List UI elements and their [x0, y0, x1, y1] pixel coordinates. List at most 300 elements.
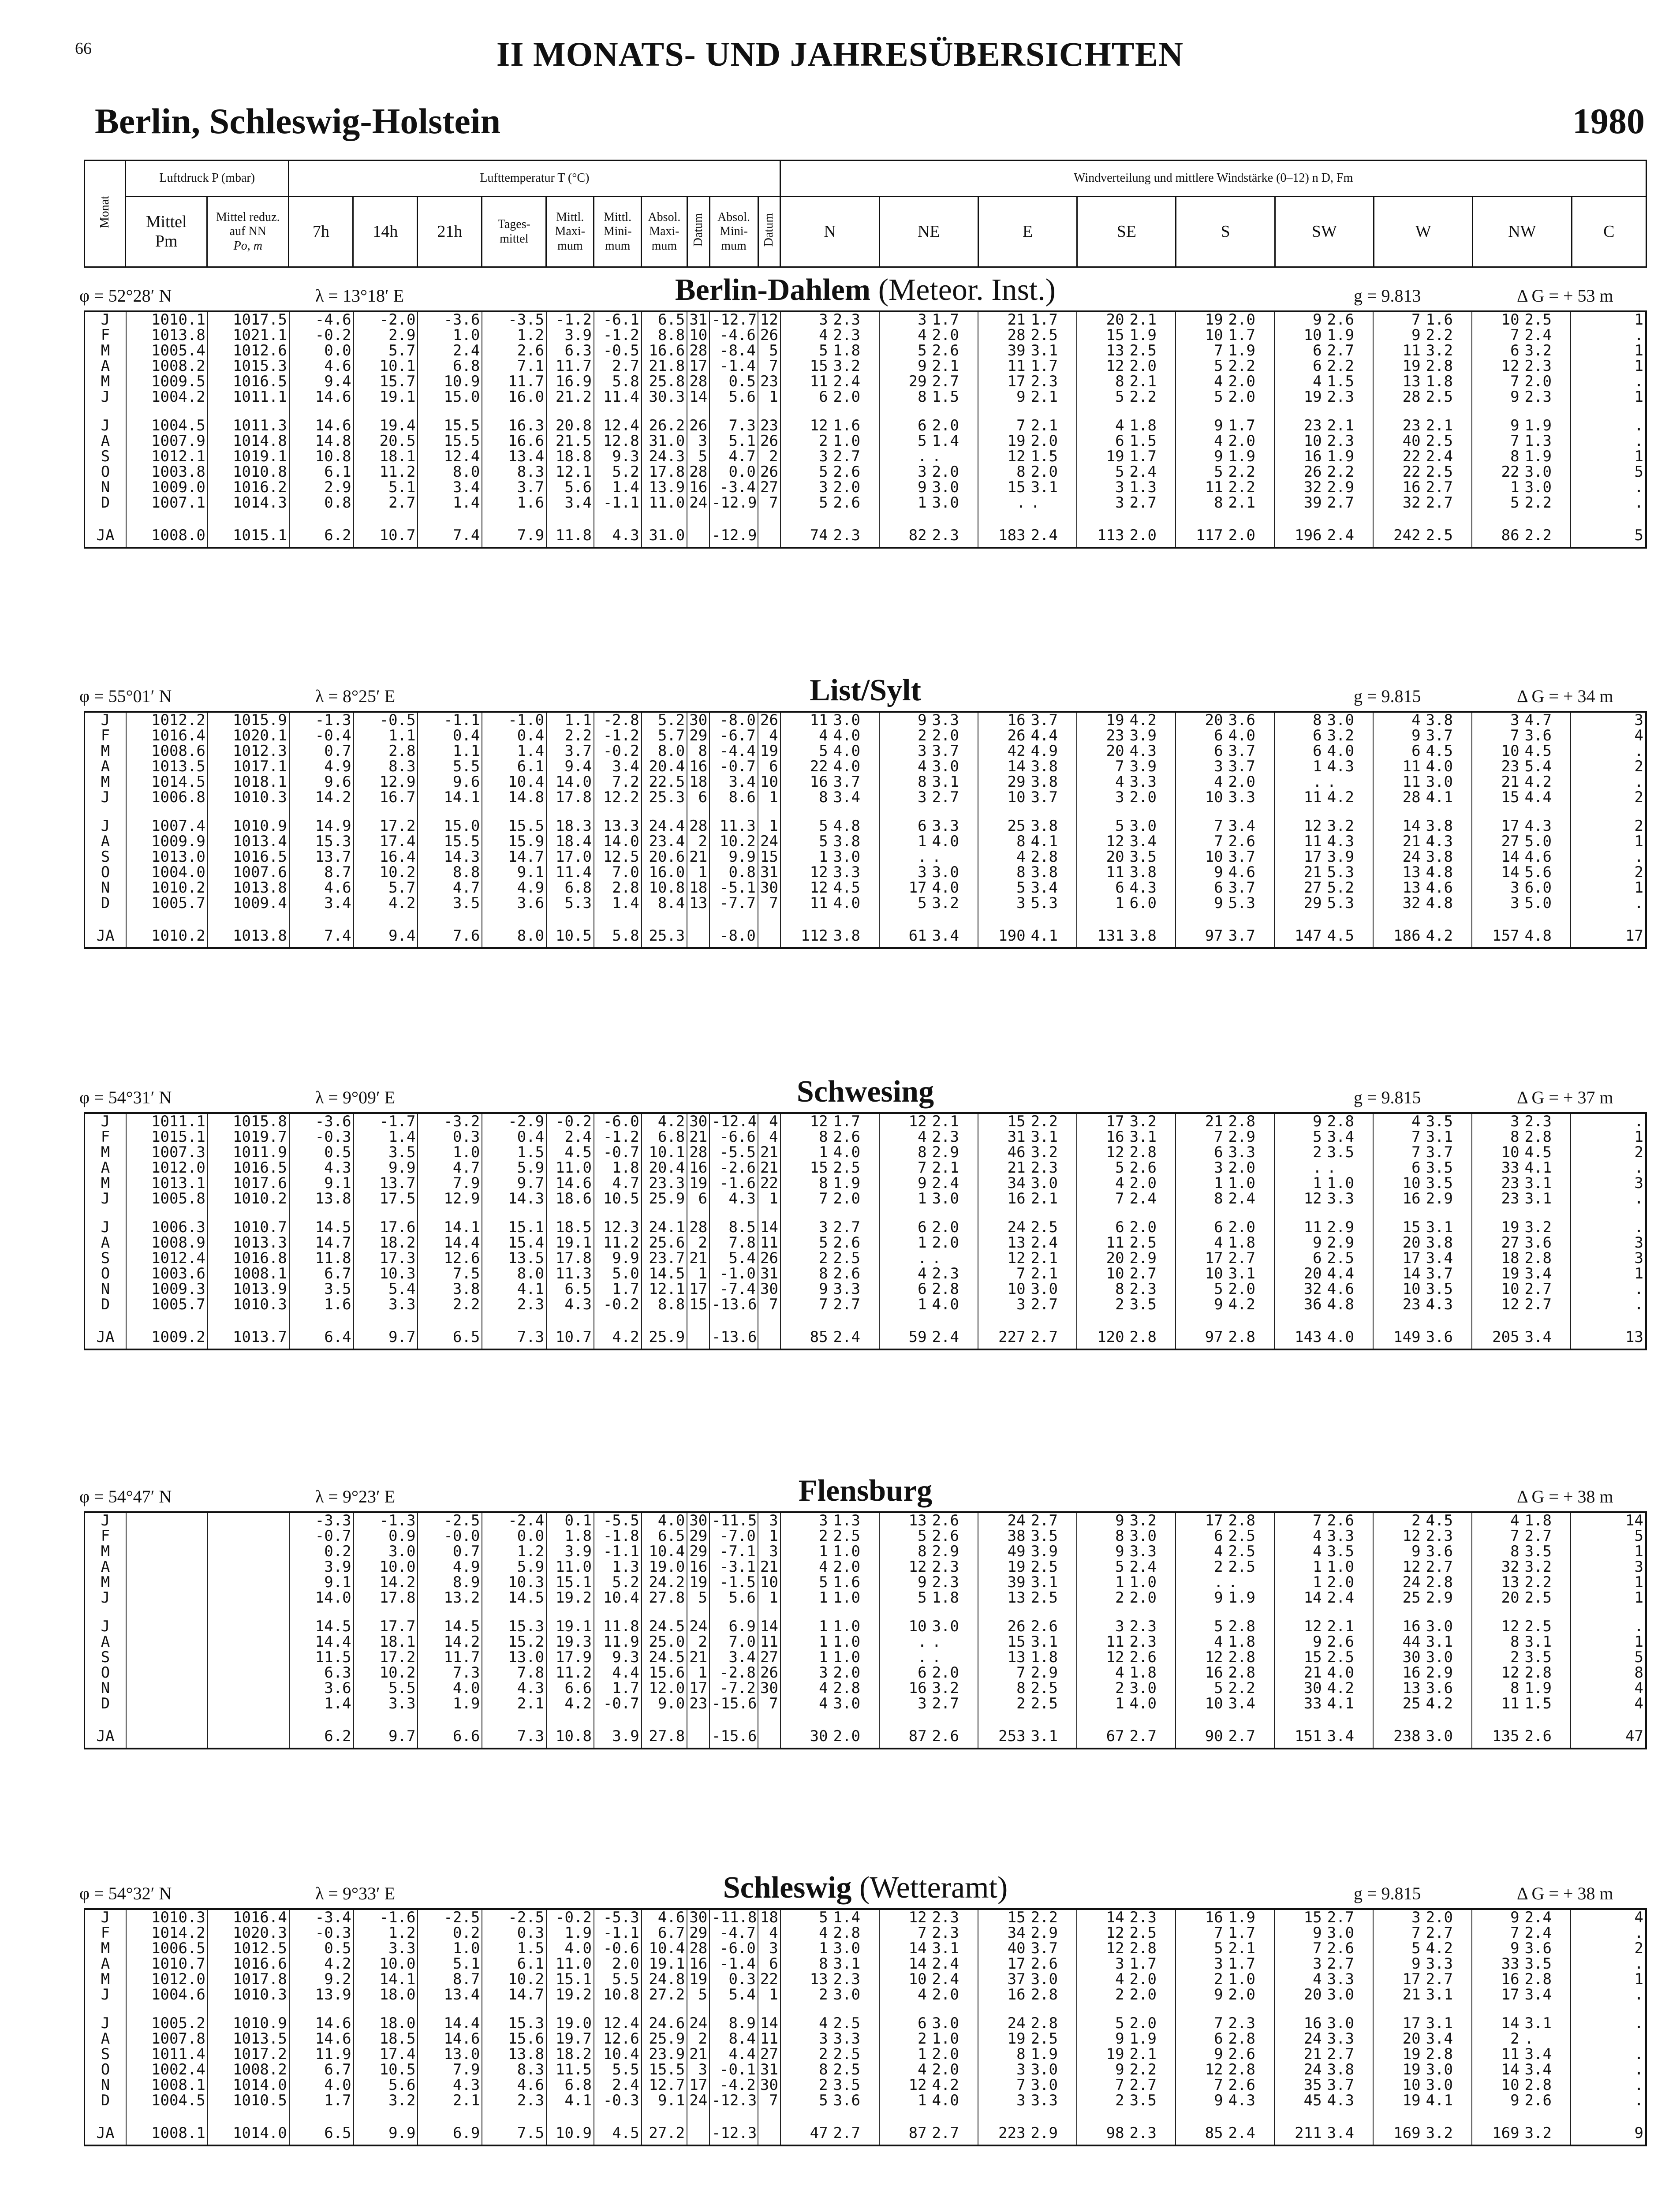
- station-data-box: [84, 310, 1647, 549]
- data-cell: 30: [758, 1681, 780, 1696]
- data-cell: 2.4: [1129, 1559, 1157, 1575]
- data-cell: 19.7: [546, 2031, 594, 2047]
- data-cell: 4.2: [1129, 713, 1157, 728]
- station-section: [79, 670, 1647, 949]
- data-cell: 2.6: [1030, 1956, 1058, 1972]
- data-cell: 11: [978, 359, 1027, 374]
- data-cell: 2.8: [594, 880, 642, 896]
- data-cell: [758, 924, 780, 947]
- data-cell: 3.2: [354, 2093, 418, 2108]
- month-row: [85, 1220, 1645, 1235]
- data-cell: 18.6: [546, 1191, 594, 1207]
- data-cell: 9.4: [289, 374, 354, 389]
- data-cell: 3.0: [932, 1619, 959, 1634]
- data-cell: [687, 924, 709, 947]
- month-row: [85, 2047, 1645, 2062]
- data-cell: 3.7: [833, 774, 860, 790]
- data-cell: 2.5: [833, 1160, 860, 1176]
- data-cell: 3.4: [1228, 818, 1255, 834]
- data-cell: 7.9: [418, 2062, 482, 2078]
- data-cell: 3.1: [1426, 1634, 1453, 1650]
- data-cell: 1: [1571, 359, 1645, 374]
- month-row: [85, 1910, 1645, 1925]
- data-cell: 5: [879, 896, 929, 911]
- data-cell: 9: [1274, 1114, 1324, 1129]
- data-cell: 1013.0: [126, 849, 208, 865]
- data-cell: 1019.7: [208, 1129, 289, 1145]
- data-cell: 23: [758, 418, 780, 434]
- data-cell: 7.9: [418, 1176, 482, 1191]
- data-cell: 40: [978, 1941, 1027, 1956]
- data-cell: 6.6: [418, 1725, 482, 1748]
- data-cell: 1017.8: [208, 1972, 289, 1987]
- data-cell: 14: [879, 1956, 929, 1972]
- data-cell: 4.3: [1129, 880, 1157, 896]
- data-cell: 2.5: [1426, 526, 1453, 544]
- data-cell: 18.8: [546, 449, 594, 464]
- data-cell: 3.6: [1426, 1681, 1453, 1696]
- data-cell: 12.1: [546, 464, 594, 480]
- data-cell: 15: [758, 849, 780, 865]
- data-cell: 2.6: [1228, 834, 1255, 849]
- data-cell: 2.6: [932, 1727, 959, 1745]
- data-cell: 1020.3: [208, 1925, 289, 1941]
- data-cell: 1: [780, 1544, 830, 1559]
- data-cell: 196: [1274, 524, 1324, 547]
- data-cell: 5.2: [1327, 880, 1354, 896]
- data-cell: 9.9: [594, 1251, 642, 1266]
- data-cell: 4.2: [1426, 1941, 1453, 1956]
- data-cell: 20: [1274, 1266, 1324, 1282]
- data-cell: 4.5: [1524, 1145, 1552, 1160]
- data-cell: .: [1176, 1575, 1225, 1590]
- data-cell: 2.0: [1228, 1987, 1255, 2003]
- data-cell: 16.6: [482, 434, 546, 449]
- data-cell: 3.0: [833, 1941, 860, 1956]
- station-heading: [79, 1868, 1647, 1908]
- data-cell: 1003.6: [126, 1266, 208, 1282]
- data-cell: 4.7: [709, 449, 758, 464]
- month-label: JA: [96, 927, 115, 945]
- data-cell: -3.1: [709, 1559, 758, 1575]
- data-cell: 9.3: [594, 449, 642, 464]
- data-cell: 7.4: [418, 524, 482, 547]
- data-cell: 4: [780, 1925, 830, 1941]
- data-cell: 13: [780, 1972, 830, 1987]
- data-cell: 24: [758, 834, 780, 849]
- data-cell: 9.1: [482, 865, 546, 880]
- data-cell: 3.0: [1327, 1987, 1354, 2003]
- data-cell: [208, 1619, 289, 1634]
- data-cell: 24: [687, 495, 709, 511]
- data-cell: 5.2: [642, 713, 687, 728]
- data-cell: 2.0: [833, 1191, 860, 1207]
- data-cell: 10: [1373, 1176, 1422, 1191]
- data-cell: 29: [687, 1925, 709, 1941]
- data-cell: 30: [758, 2078, 780, 2093]
- data-cell: 27: [1472, 1235, 1521, 1251]
- data-cell: 32: [1373, 495, 1422, 511]
- data-cell: 4.5: [1426, 1513, 1453, 1529]
- data-cell: 5: [1077, 389, 1126, 405]
- data-cell: 10.1: [354, 359, 418, 374]
- data-cell: 21: [1176, 1114, 1225, 1129]
- data-cell: 4: [780, 1681, 830, 1696]
- data-cell: 3.3: [1129, 1544, 1157, 1559]
- data-cell: -0.4: [289, 728, 354, 744]
- data-cell: 4.0: [932, 834, 959, 849]
- data-cell: 3.0: [1426, 2062, 1453, 2078]
- data-cell: 16: [1274, 449, 1324, 464]
- data-cell: 2.2: [1228, 480, 1255, 495]
- data-cell: 29: [687, 1529, 709, 1544]
- data-cell: 1.7: [1228, 418, 1255, 434]
- data-cell: 2.6: [932, 1529, 959, 1544]
- data-cell: 24: [978, 1513, 1027, 1529]
- data-cell: -6.1: [594, 312, 642, 328]
- data-cell: 2.6: [1327, 1513, 1354, 1529]
- data-cell: 5.6: [546, 480, 594, 495]
- data-cell: 2.1: [1030, 1191, 1058, 1207]
- data-cell: 1004.6: [126, 1987, 208, 2003]
- data-cell: -4.2: [709, 2078, 758, 2093]
- data-cell: 3.0: [1030, 1972, 1058, 1987]
- data-cell: 1012.5: [208, 1941, 289, 1956]
- data-cell: 32: [1472, 1559, 1521, 1575]
- data-cell: 2.7: [1228, 1727, 1255, 1745]
- month-row: [85, 1972, 1645, 1987]
- station-section: [79, 1072, 1647, 1350]
- data-cell: 21: [687, 2047, 709, 2062]
- data-cell: 1010.5: [208, 2093, 289, 2108]
- data-cell: 8: [780, 1266, 830, 1282]
- data-cell: 2.8: [1228, 1328, 1255, 1346]
- data-cell: 21: [1274, 865, 1324, 880]
- data-cell: 6: [1077, 434, 1126, 449]
- data-cell: 18.4: [546, 834, 594, 849]
- data-cell: 1013.7: [208, 1326, 289, 1349]
- data-cell: 3.0: [1327, 713, 1354, 728]
- data-cell: 0.5: [289, 1941, 354, 1956]
- data-cell: 21: [1373, 1987, 1422, 2003]
- data-cell: 1.4: [418, 495, 482, 511]
- data-cell: 2.3: [1426, 1529, 1453, 1544]
- data-cell: 1012.0: [126, 1972, 208, 1987]
- data-cell: 2.0: [833, 389, 860, 405]
- data-cell: 9: [1274, 1925, 1324, 1941]
- data-cell: 3.4: [1327, 2124, 1354, 2142]
- data-cell: 3.6: [1426, 1328, 1453, 1346]
- data-cell: 11.5: [546, 2062, 594, 2078]
- data-cell: 97: [1176, 1326, 1225, 1349]
- data-cell: 3.7: [1030, 713, 1058, 728]
- month-label: N: [101, 1282, 110, 1297]
- data-cell: 4.5: [546, 1145, 594, 1160]
- data-cell: 3: [879, 790, 929, 805]
- data-cell: 3.4: [594, 759, 642, 774]
- data-cell: 27: [758, 480, 780, 495]
- month-label: M: [101, 374, 110, 389]
- data-cell: 2: [780, 434, 830, 449]
- data-cell: 2.5: [833, 2016, 860, 2031]
- data-cell: 5: [1176, 1619, 1225, 1634]
- data-cell: 98: [1077, 2122, 1126, 2145]
- data-cell: 4.7: [418, 1160, 482, 1176]
- data-cell: 8.5: [709, 1220, 758, 1235]
- data-cell: 2.6: [1524, 2093, 1552, 2108]
- data-cell: 2.0: [1228, 526, 1255, 544]
- data-cell: [208, 1681, 289, 1696]
- data-cell: 47: [780, 2122, 830, 2145]
- data-cell: 20: [1077, 849, 1126, 865]
- data-cell: 1: [1571, 312, 1645, 328]
- month-label: JA: [96, 526, 115, 544]
- data-cell: 3: [780, 1220, 830, 1235]
- data-cell: 7: [978, 1266, 1027, 1282]
- data-cell: 10: [1176, 1696, 1225, 1712]
- data-cell: 2: [780, 2047, 830, 2062]
- data-cell: -5.1: [709, 880, 758, 896]
- data-cell: 1010.9: [208, 2016, 289, 2031]
- data-cell: 2.6: [1129, 1650, 1157, 1665]
- data-cell: 2.5: [1426, 389, 1453, 405]
- data-cell: 19: [1472, 1220, 1521, 1235]
- data-cell: 25.3: [642, 790, 687, 805]
- data-cell: 5: [1077, 818, 1126, 834]
- data-cell: 6: [1176, 1529, 1225, 1544]
- data-cell: 2.7: [932, 790, 959, 805]
- data-cell: 1: [1274, 1559, 1324, 1575]
- data-cell: 5: [1176, 1282, 1225, 1297]
- data-cell: .: [1571, 328, 1645, 343]
- data-cell: 2.6: [833, 464, 860, 480]
- header-dir-ne: NE: [879, 197, 978, 267]
- data-cell: 4.3: [418, 2078, 482, 2093]
- data-cell: 4: [1571, 1681, 1645, 1696]
- data-cell: 1.7: [289, 2093, 354, 2108]
- data-cell: 4.3: [1524, 818, 1552, 834]
- data-cell: 5.4: [709, 1251, 758, 1266]
- data-cell: 4.8: [1524, 927, 1552, 945]
- data-cell: 16.3: [482, 418, 546, 434]
- data-cell: 1016.4: [126, 728, 208, 744]
- data-cell: 14.6: [289, 2016, 354, 2031]
- data-cell: 1010.9: [208, 818, 289, 834]
- data-cell: 2.3: [1030, 374, 1058, 389]
- data-cell: 4.5: [1327, 927, 1354, 945]
- data-cell: 3.3: [1030, 2093, 1058, 2108]
- month-row: [85, 790, 1645, 805]
- annual-row: [85, 1326, 1645, 1349]
- data-cell: 4: [1274, 374, 1324, 389]
- data-cell: 186: [1373, 924, 1422, 947]
- data-cell: 0.0: [709, 464, 758, 480]
- data-cell: 1005.8: [126, 1191, 208, 1207]
- header-21h: 21h: [418, 197, 482, 267]
- data-cell: 1011.1: [208, 389, 289, 405]
- data-cell: 4.0: [546, 1941, 594, 1956]
- data-cell: 1.8: [1129, 1665, 1157, 1681]
- data-cell: 2.9: [354, 328, 418, 343]
- data-cell: 3: [758, 1544, 780, 1559]
- data-cell: 1: [758, 1987, 780, 2003]
- data-cell: 3.0: [833, 849, 860, 865]
- data-cell: 4.3: [1426, 834, 1453, 849]
- data-cell: 1010.2: [126, 880, 208, 896]
- data-cell: 3.4: [709, 774, 758, 790]
- data-cell: 10: [978, 790, 1027, 805]
- month-row: [85, 389, 1645, 405]
- data-cell: 17: [1274, 849, 1324, 865]
- data-cell: 24: [978, 2016, 1027, 2031]
- data-cell: 28: [687, 343, 709, 359]
- data-cell: .: [1571, 418, 1645, 434]
- data-cell: 3.7: [1228, 880, 1255, 896]
- data-cell: 4.1: [546, 2093, 594, 2108]
- data-cell: 87: [879, 1725, 929, 1748]
- data-cell: 4.4: [1524, 790, 1552, 805]
- data-cell: 1011.9: [208, 1145, 289, 1160]
- data-cell: 3.3: [1228, 1145, 1255, 1160]
- data-cell: 23: [1472, 759, 1521, 774]
- data-cell: 1013.4: [208, 834, 289, 849]
- data-cell: 19.3: [546, 1634, 594, 1650]
- data-cell: 4.3: [1327, 759, 1354, 774]
- data-cell: 30: [1274, 1681, 1324, 1696]
- data-cell: 2.2: [1327, 359, 1354, 374]
- month-label: M: [101, 1544, 110, 1559]
- data-cell: 7: [1176, 1925, 1225, 1941]
- data-cell: 14.4: [418, 1235, 482, 1251]
- data-cell: -4.4: [709, 744, 758, 759]
- data-cell: 14: [1472, 865, 1521, 880]
- data-cell: 1016.5: [208, 1160, 289, 1176]
- header-luftdruck: Luftdruck P (mbar): [126, 161, 289, 197]
- data-cell: 17: [1077, 1114, 1126, 1129]
- data-cell: 10: [1373, 2078, 1422, 2093]
- data-cell: [126, 1619, 208, 1634]
- month-row: [85, 1634, 1645, 1650]
- data-cell: 3.4: [289, 896, 354, 911]
- data-cell: 14.4: [418, 2016, 482, 2031]
- data-cell: 1009.4: [208, 896, 289, 911]
- data-cell: 4: [1274, 1544, 1324, 1559]
- header-dir-se: SE: [1077, 197, 1176, 267]
- data-cell: 2.2: [418, 1297, 482, 1312]
- month-label: A: [101, 2031, 110, 2047]
- data-cell: 8: [1472, 1544, 1521, 1559]
- data-cell: -2.8: [594, 713, 642, 728]
- data-cell: 3.5: [1030, 1529, 1058, 1544]
- data-cell: 14: [758, 2016, 780, 2031]
- month-row: [85, 480, 1645, 495]
- data-cell: 40: [1373, 434, 1422, 449]
- month-row: [85, 1590, 1645, 1606]
- data-cell: 5: [1274, 1129, 1324, 1145]
- data-cell: 7: [758, 495, 780, 511]
- data-cell: 8: [1077, 1529, 1126, 1544]
- data-cell: 2.5: [1327, 1650, 1354, 1665]
- data-cell: 8: [978, 1681, 1027, 1696]
- month-label: JA: [96, 2124, 115, 2142]
- data-cell: -12.3: [709, 2122, 758, 2145]
- data-cell: 7.5: [418, 1266, 482, 1282]
- data-cell: 6: [1274, 744, 1324, 759]
- row-spacer: [85, 2003, 1645, 2016]
- data-cell: 1.6: [1426, 312, 1453, 328]
- data-cell: .: [1571, 434, 1645, 449]
- data-cell: 1008.1: [208, 1266, 289, 1282]
- data-cell: 5: [1176, 464, 1225, 480]
- data-cell: 2.2: [1030, 1910, 1058, 1925]
- annual-row: [85, 1725, 1645, 1748]
- data-cell: 2.9: [1327, 1235, 1354, 1251]
- data-cell: 4: [780, 328, 830, 343]
- month-row: [85, 2016, 1645, 2031]
- data-cell: 90: [1176, 1725, 1225, 1748]
- data-cell: 17.3: [354, 1251, 418, 1266]
- data-cell: 8: [1472, 1634, 1521, 1650]
- data-cell: 8: [780, 790, 830, 805]
- data-cell: -0.6: [594, 1941, 642, 1956]
- data-cell: 5: [687, 1987, 709, 2003]
- data-cell: 12: [879, 1910, 929, 1925]
- data-cell: 6: [1274, 343, 1324, 359]
- data-cell: .: [1571, 2078, 1645, 2093]
- data-cell: 1.9: [1524, 418, 1552, 434]
- data-cell: 11: [780, 896, 830, 911]
- data-cell: -0.2: [594, 744, 642, 759]
- data-cell: 2.3: [833, 328, 860, 343]
- data-cell: 2.0: [1129, 790, 1157, 805]
- data-cell: 17: [1373, 1251, 1422, 1266]
- data-cell: 3: [1571, 1559, 1645, 1575]
- month-row: [85, 880, 1645, 896]
- data-cell: 3.1: [1524, 1634, 1552, 1650]
- data-cell: 1: [1176, 1176, 1225, 1191]
- data-cell: 7: [758, 896, 780, 911]
- data-cell: 67: [1077, 1725, 1126, 1748]
- data-cell: 13.4: [418, 1987, 482, 2003]
- data-cell: -0.0: [418, 1529, 482, 1544]
- month-row: [85, 359, 1645, 374]
- data-cell: 3: [758, 1513, 780, 1529]
- data-cell: 1.0: [1327, 1559, 1354, 1575]
- data-cell: 2.3: [482, 1297, 546, 1312]
- data-cell: 1009.5: [126, 374, 208, 389]
- data-cell: 3.1: [1426, 1129, 1453, 1145]
- data-cell: 2.9: [1327, 480, 1354, 495]
- data-cell: 10: [1077, 1266, 1126, 1282]
- data-cell: 24: [687, 1619, 709, 1634]
- data-cell: 9: [780, 1282, 830, 1297]
- data-cell: 32: [1274, 1282, 1324, 1297]
- data-cell: 5: [879, 434, 929, 449]
- data-cell: 21: [1472, 774, 1521, 790]
- station-name: Flensburg: [798, 1474, 933, 1508]
- data-cell: 2.7: [1129, 1727, 1157, 1745]
- data-cell: -2.9: [482, 1114, 546, 1129]
- data-cell: .: [879, 1634, 929, 1650]
- data-cell: 2.5: [1228, 1544, 1255, 1559]
- data-cell: .: [1327, 774, 1337, 790]
- data-cell: 14: [758, 1619, 780, 1634]
- data-cell: 6: [1077, 1220, 1126, 1235]
- data-cell: 3.7: [1228, 927, 1255, 945]
- data-cell: 7: [1176, 1129, 1225, 1145]
- data-cell: 6.8: [546, 880, 594, 896]
- data-cell: 16: [1077, 1129, 1126, 1145]
